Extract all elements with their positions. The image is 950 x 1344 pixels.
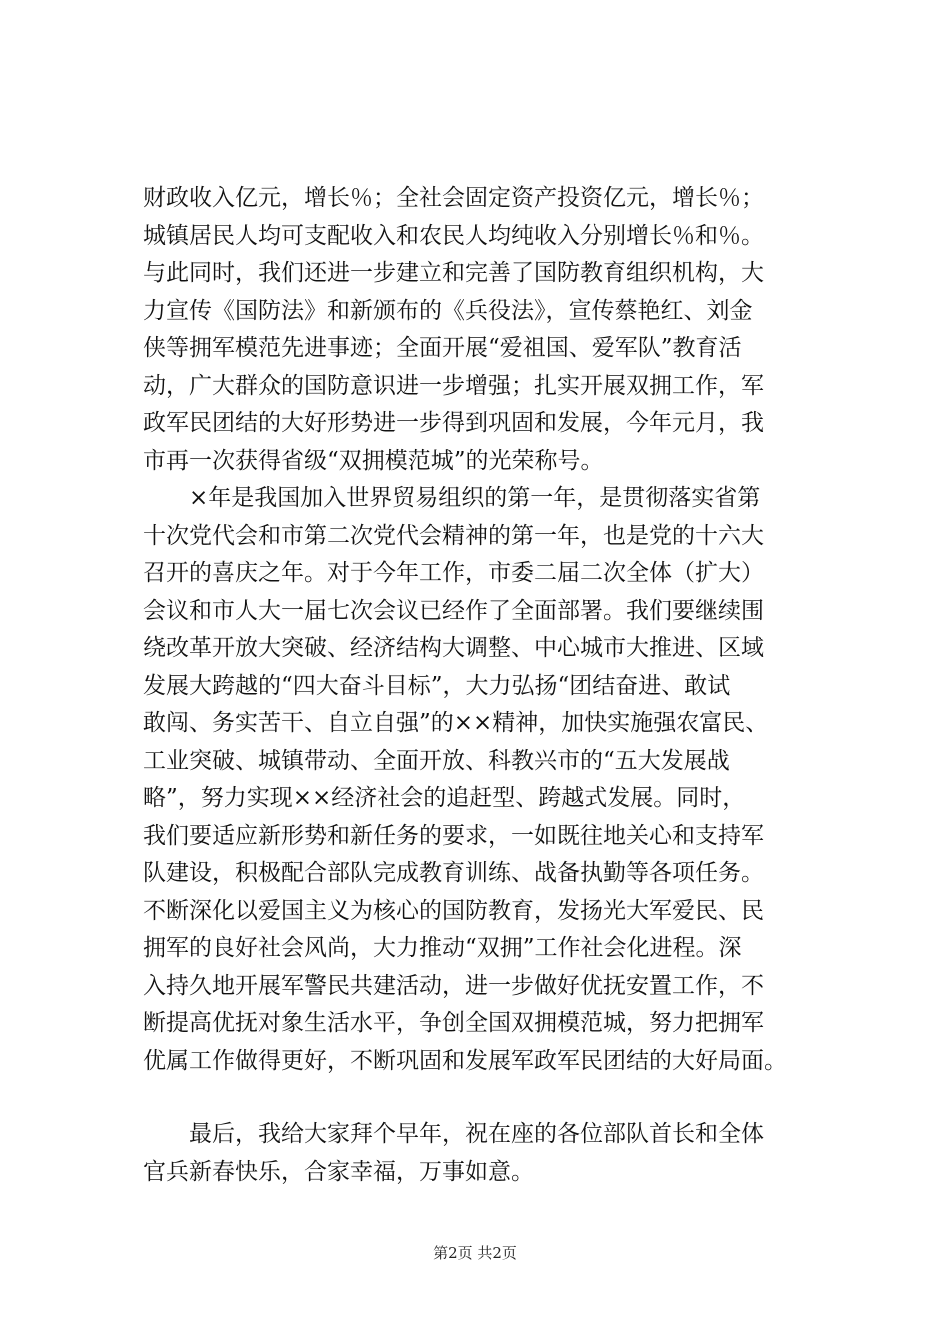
text-line: 城镇居民人均可支配收入和农民人均纯收入分别增长％和％。 [143, 222, 764, 249]
text-line: 动，广大群众的国防意识进一步增强；扎实开展双拥工作，军 [143, 372, 764, 399]
text-line: 绕改革开放大突破、经济结构大调整、中心城市大推进、区域 [143, 635, 764, 661]
text-line: 断提高优抚对象生活水平，争创全国双拥模范城，努力把拥军 [143, 1010, 764, 1036]
closing-line: 官兵新春快乐，合家幸福，万事如意。 [143, 1158, 534, 1185]
text-line: 十次党代会和市第二次党代会精神的第一年，也是党的十六大 [143, 522, 764, 549]
text-line: 优属工作做得更好，不断巩固和发展军政军民团结的大好局面。 [143, 1047, 787, 1074]
text-line: 拥军的良好社会风尚，大力推动“双拥”工作社会化进程。深 [143, 935, 742, 961]
text-line: 发展大跨越的“四大奋斗目标”，大力弘扬“团结奋进、敢试 [143, 672, 731, 699]
text-line: 我们要适应新形势和新任务的要求，一如既往地关心和支持军 [143, 822, 764, 849]
text-line: 政军民团结的大好形势进一步得到巩固和发展，今年元月，我 [143, 410, 764, 436]
text-line: 市再一次获得省级“双拥模范城”的光荣称号。 [143, 447, 604, 474]
page-number-footer: 第2页 共2页 [433, 1244, 517, 1262]
paragraph-gap [143, 1080, 823, 1116]
body-text [143, 180, 823, 1191]
text-line: 不断深化以爱国主义为核心的国防教育，发扬光大军爱民、民 [143, 897, 764, 924]
text-line: 略”，努力实现××经济社会的追赶型、跨越式发展。同时， [143, 785, 746, 811]
text-line: 会议和市人大一届七次会议已经作了全面部署。我们要继续围 [143, 597, 764, 624]
text-line: 侠等拥军模范先进事迹；全面开展“爱祖国、爱军队”教育活 [143, 335, 742, 361]
text-line: 敢闯、务实苦干、自立自强”的××精神，加快实施强农富民、 [143, 710, 769, 736]
closing-line: 最后，我给大家拜个早年，祝在座的各位部队首长和全体 [143, 1121, 764, 1147]
text-line: 队建设，积极配合部队完成教育训练、战备执勤等各项任务。 [143, 860, 764, 886]
text-line: 与此同时，我们还进一步建立和完善了国防教育组织机构，大 [143, 260, 764, 286]
text-line: 力宣传《国防法》和新颁布的《兵役法》，宣传蔡艳红、刘金 [143, 297, 753, 324]
text-line: 工业突破、城镇带动、全面开放、科教兴市的“五大发展战 [143, 747, 730, 774]
text-line: 财政收入亿元，增长％；全社会固定资产投资亿元，增长％； [143, 185, 764, 211]
text-line: 召开的喜庆之年。对于今年工作，市委二届二次全体（扩大） [143, 560, 764, 586]
text-line: ×年是我国加入世界贸易组织的第一年，是贯彻落实省第 [143, 485, 761, 511]
text-line: 入持久地开展军警民共建活动，进一步做好优抚安置工作，不 [143, 972, 764, 999]
